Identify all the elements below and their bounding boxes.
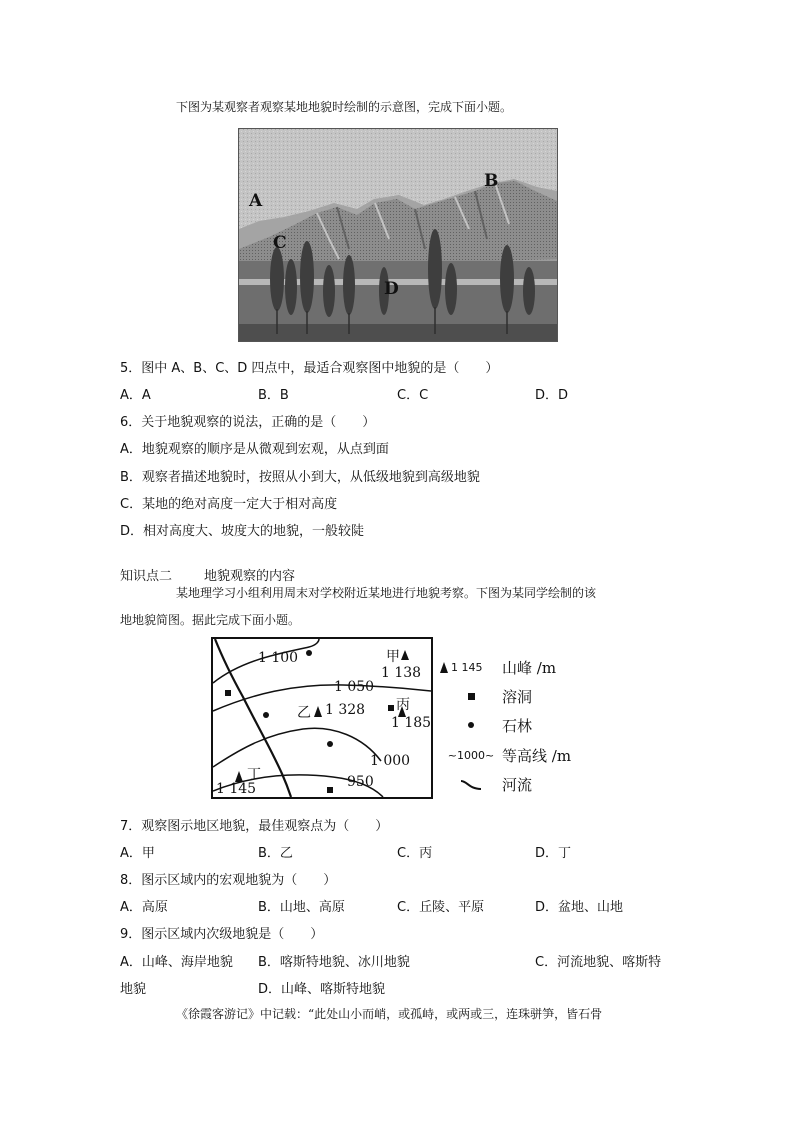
yi-name: 乙 xyxy=(297,705,311,721)
legend-contour-sample: 1000 xyxy=(457,748,485,762)
cave-icon xyxy=(468,693,475,700)
q5-option-a[interactable]: A．A xyxy=(120,388,151,403)
legend-stone xyxy=(440,714,532,736)
landscape-photo xyxy=(238,128,558,342)
label-a: A xyxy=(249,191,263,211)
q9-option-a[interactable]: A．山峰、海岸地貌 xyxy=(120,955,233,970)
q7-option-c[interactable]: C．丙 xyxy=(397,846,433,861)
contour-tilde-left-icon: ~ xyxy=(447,748,457,762)
legend-river-label: 河流 xyxy=(502,775,533,794)
river-icon xyxy=(459,777,483,791)
legend-cave-label: 溶洞 xyxy=(502,687,533,706)
bing-name: 丙 xyxy=(396,697,410,713)
q9-option-b[interactable]: B．喀斯特地貌、冰川地貌 xyxy=(258,955,410,970)
contour-map xyxy=(211,637,433,799)
ding-name: 丁 xyxy=(247,767,261,783)
bing-elevation: 1 185 xyxy=(391,715,432,731)
jia-name: 甲 xyxy=(386,649,400,665)
q8-option-c[interactable]: C．丘陵、平原 xyxy=(397,900,485,915)
q5-stem: 5．图中 A、B、C、D 四点中，最适合观察图中地貌的是（ ） xyxy=(120,361,499,376)
label-b: B xyxy=(484,171,499,191)
q6-option-b[interactable]: B．观察者描述地貌时，按照从小到大，从低级地貌到高级地貌 xyxy=(120,470,480,485)
legend-peak-label: 山峰 /m xyxy=(502,658,557,677)
legend-stone-label: 石林 xyxy=(502,716,533,735)
intro-text: 下图为某观察者观察某地地貌时绘制的示意图，完成下面小题。 xyxy=(176,100,513,114)
stone-forest-icon xyxy=(468,722,474,728)
contour-label-1100: 1 100 xyxy=(258,650,299,666)
q5-option-d[interactable]: D．D xyxy=(535,388,569,403)
q8-stem: 8．图示区域内的宏观地貌为（ ） xyxy=(120,873,337,888)
q9-option-d[interactable]: D．山峰、喀斯特地貌 xyxy=(258,982,386,997)
closing-text: 《徐霞客游记》中记载：“此处山小而峭，或孤峙，或两或三，连珠骈笋，皆石骨 xyxy=(176,1007,603,1021)
q9-option-c-wrap: 地貌 xyxy=(120,982,147,997)
legend-contour xyxy=(440,744,571,766)
contour-label-1050: 1 050 xyxy=(334,679,375,695)
q7-option-b[interactable]: B．乙 xyxy=(258,846,293,861)
label-d: D xyxy=(384,279,399,299)
jia-elevation: 1 138 xyxy=(381,665,422,681)
legend-river xyxy=(440,773,532,795)
q9-option-c[interactable]: C．河流地貌、喀斯特 xyxy=(535,955,662,970)
legend-cave xyxy=(440,685,532,707)
q7-option-a[interactable]: A．甲 xyxy=(120,846,155,861)
section-intro-line2: 地地貌简图。据此完成下面小题。 xyxy=(120,613,301,627)
peak-icon xyxy=(440,662,448,673)
q8-option-a[interactable]: A．高原 xyxy=(120,900,168,915)
q6-stem: 6．关于地貌观察的说法，正确的是（ ） xyxy=(120,415,376,430)
yi-elevation: 1 328 xyxy=(325,702,366,718)
q5-option-b[interactable]: B．B xyxy=(258,388,289,403)
q6-option-c[interactable]: C．某地的绝对高度一定大于相对高度 xyxy=(120,497,338,512)
q9-stem: 9．图示区域内次级地貌是（ ） xyxy=(120,927,324,942)
ding-elevation: 1 145 xyxy=(216,781,257,797)
q8-option-b[interactable]: B．山地、高原 xyxy=(258,900,345,915)
contour-label-950: 950 xyxy=(347,774,374,790)
section-label: 知识点二 xyxy=(120,569,173,584)
q6-option-d[interactable]: D．相对高度大、坡度大的地貌，一般较陡 xyxy=(120,524,365,539)
q5-option-c[interactable]: C．C xyxy=(397,388,429,403)
legend-contour-label: 等高线 /m xyxy=(502,746,572,765)
contour-label-1000: 1 000 xyxy=(370,753,411,769)
q8-option-d[interactable]: D．盆地、山地 xyxy=(535,900,624,915)
q7-stem: 7．观察图示地区地貌，最佳观察点为（ ） xyxy=(120,819,389,834)
section-intro-line1: 某地理学习小组利用周末对学校附近某地进行地貌考察。下图为某同学绘制的该 xyxy=(176,586,597,600)
q7-option-d[interactable]: D．丁 xyxy=(535,846,572,861)
legend-peak-value: 1 145 xyxy=(451,660,483,674)
section-title: 地貌观察的内容 xyxy=(204,569,296,584)
label-c: C xyxy=(273,233,287,253)
q6-option-a[interactable]: A．地貌观察的顺序是从微观到宏观，从点到面 xyxy=(120,442,389,457)
contour-tilde-right-icon: ~ xyxy=(485,748,495,762)
legend-peak xyxy=(440,656,556,678)
